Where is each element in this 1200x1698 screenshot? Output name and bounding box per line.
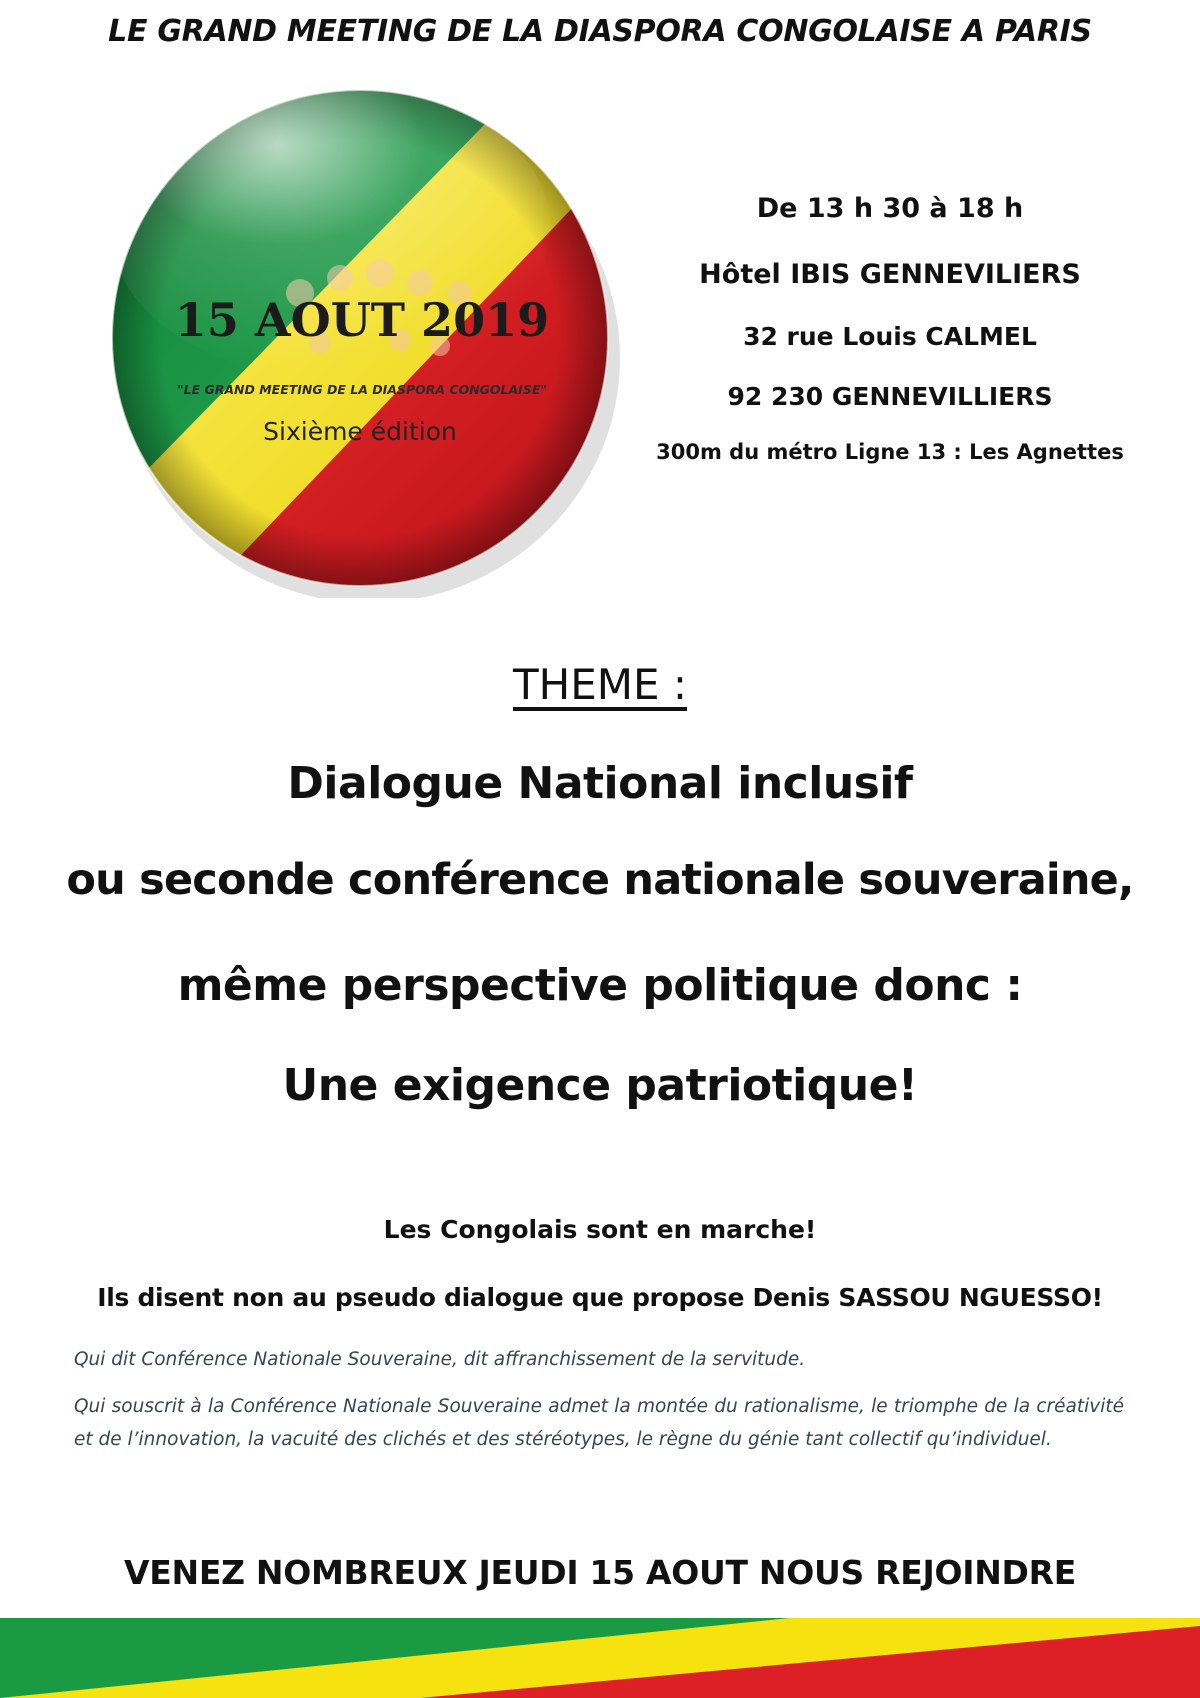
quote-paragraph: Qui dit Conférence Nationale Souveraine, dit affranchissement de la servitude.	[74, 1349, 806, 1370]
flag-band	[0, 1618, 1200, 1698]
theme-label: THEME :	[512, 660, 688, 709]
quote-paragraph: Qui souscrit à la Conférence Nationale Souveraine admet la montée du rationalisme, le triomphe de la créativité et de l’innovation, la vacuité des clichés et des stéréotypes, le règne du génie tant collectif qu’individuel.	[74, 1396, 1124, 1450]
statement-no-dialogue: Ils disent non au pseudo dialogue que propose Denis SASSOU NGUESSO!	[97, 1283, 1103, 1312]
theme-line: Une exigence patriotique!	[282, 1060, 918, 1111]
event-street: 32 rue Louis CALMEL	[743, 322, 1037, 351]
theme-line: même perspective politique donc :	[177, 960, 1023, 1011]
badge-date: 15 AOUT 2019	[174, 293, 550, 347]
theme-line: ou seconde conférence nationale souveraine,	[66, 855, 1134, 905]
statement-marching: Les Congolais sont en marche!	[383, 1215, 817, 1244]
event-badge	[100, 78, 620, 598]
event-metro: 300m du métro Ligne 13 : Les Agnettes	[656, 440, 1124, 464]
badge-edition: Sixième édition	[263, 417, 457, 446]
event-venue: Hôtel IBIS GENNEVILIERS	[699, 259, 1081, 290]
badge-subtitle: "LE GRAND MEETING DE LA DIASPORA CONGOLAISE"	[177, 382, 547, 397]
call-to-action: VENEZ NOMBREUX JEUDI 15 AOUT NOUS REJOINDRE	[124, 1553, 1076, 1592]
page-title: LE GRAND MEETING DE LA DIASPORA CONGOLAISE A PARIS	[108, 14, 1092, 49]
event-city: 92 230 GENNEVILLIERS	[727, 382, 1053, 411]
event-time: De 13 h 30 à 18 h	[756, 193, 1024, 224]
theme-line: Dialogue National inclusif	[287, 758, 913, 809]
